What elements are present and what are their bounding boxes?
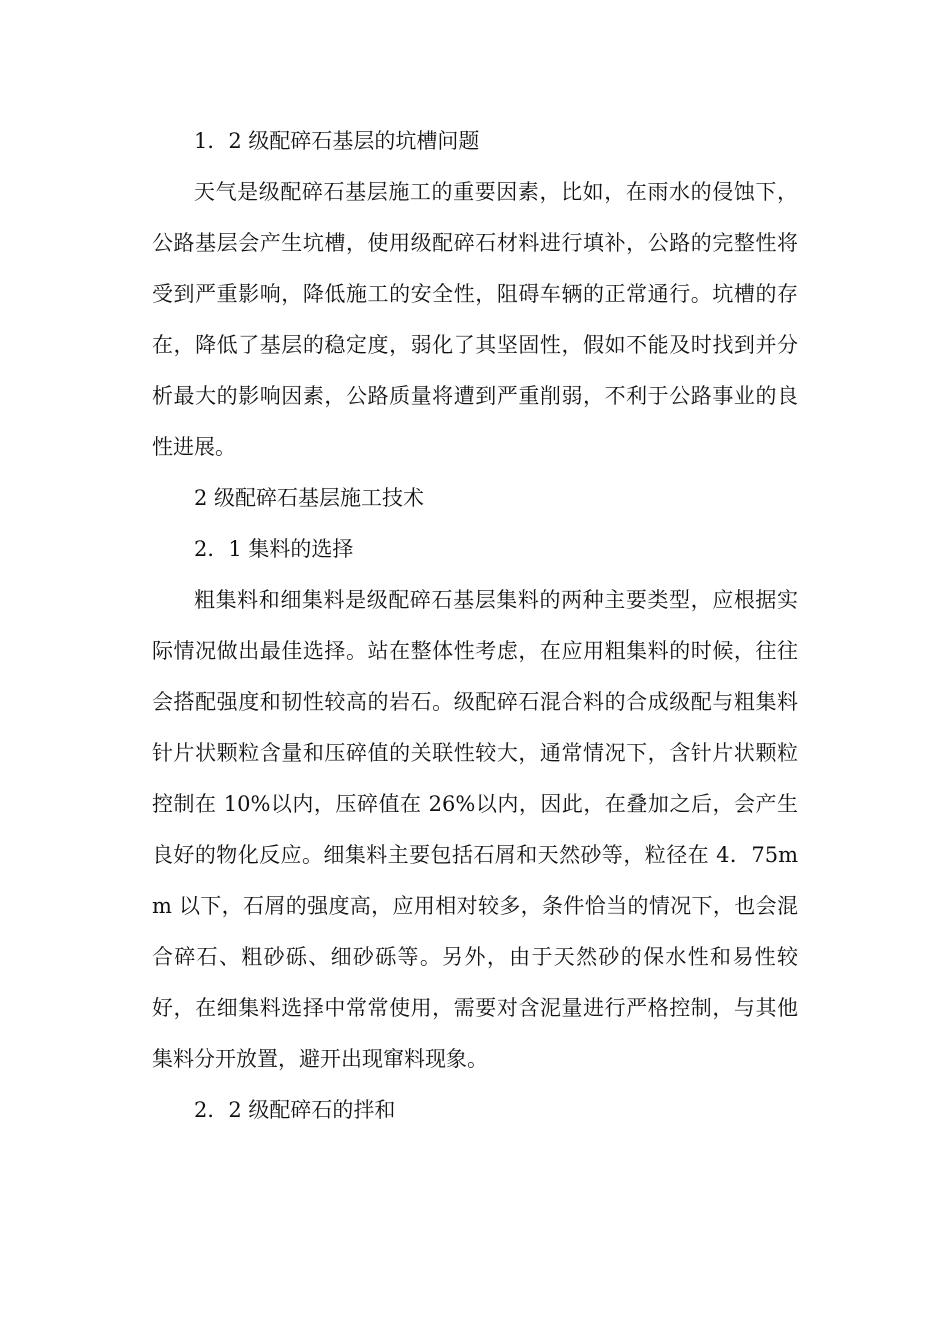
paragraph-aggregate-selection: 粗集料和细集料是级配碎石基层集料的两种主要类型，应根据实际情况做出最佳选择。站在整体性考虑，在应用粗集料的时候，往往会搭配强度和韧性较高的岩石。级配碎石混合料的合成级配与粗集料针片状颗粒含量和压碎值的关联性较大，通常情况下，含针片状颗粒控制在 10%以内，压碎值在 26%以内，因此，在叠加之后，会产生良好的物化反应。细集料主要包括石屑和天然砂等，粒径在 4．75mm 以下，石屑的强度高，应用相对较多，条件恰当的情况下，也会混合碎石、粗砂砾、细砂砾等。另外，由于天然砂的保水性和易性较好，在细集料选择中常常使用，需要对含泥量进行严格控制，与其他集料分开放置，避开出现窜料现象。 bbox=[152, 588, 798, 1071]
section-heading-2-1: 2．1 集料的选择 bbox=[194, 537, 354, 561]
section-heading-2: 2 级配碎石基层施工技术 bbox=[194, 486, 425, 510]
paragraph-pothole-problem: 天气是级配碎石基层施工的重要因素，比如，在雨水的侵蚀下，公路基层会产生坑槽，使用级配碎石材料进行填补，公路的完整性将受到严重影响，降低施工的安全性，阻碍车辆的正常通行。坑槽的存在，降低了基层的稳定度，弱化了其坚固性，假如不能及时找到并分析最大的影响因素，公路质量将遭到严重削弱，不利于公路事业的良性进展。 bbox=[152, 180, 798, 459]
section-heading-1-2: 1．2 级配碎石基层的坑槽问题 bbox=[194, 129, 480, 153]
document-body bbox=[152, 116, 798, 1136]
section-heading-2-2: 2．2 级配碎石的拌和 bbox=[194, 1098, 396, 1122]
